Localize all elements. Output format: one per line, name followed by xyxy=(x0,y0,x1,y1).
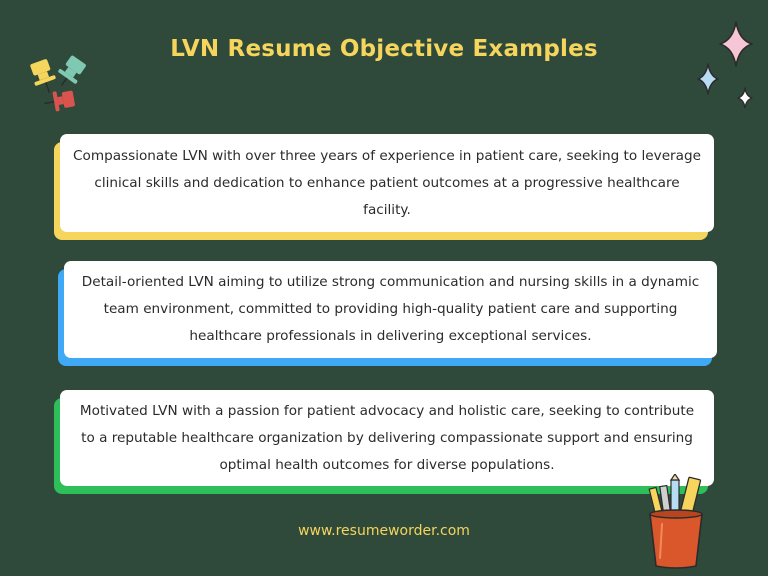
objective-card-1 xyxy=(54,134,716,240)
sparkle-stars-icon xyxy=(690,18,762,114)
pencil-cup-icon xyxy=(640,474,716,574)
push-pins-icon xyxy=(26,52,92,114)
card-text-1: Compassionate LVN with over three years of experience in patient care, seeking to leverage clinical skills and dedication to enhance patient outcomes at a progressive healthcare facility. xyxy=(60,134,714,232)
objective-card-2 xyxy=(58,261,720,366)
card-text-3: Motivated LVN with a passion for patient advocacy and holistic care, seeking to contribute to a reputable healthcare organization by delivering compassionate support and ensuring optimal health outcomes for diverse populations. xyxy=(60,390,714,486)
website-url: www.resumeworder.com xyxy=(298,523,470,539)
card-text-2: Detail-oriented LVN aiming to utilize strong communication and nursing skills in a dynamic team environment, committed to providing high-quality patient care and supporting healthcare professionals in delivering exceptional services. xyxy=(64,261,717,358)
objective-card-3 xyxy=(54,390,716,494)
page-title: LVN Resume Objective Examples xyxy=(170,36,598,62)
